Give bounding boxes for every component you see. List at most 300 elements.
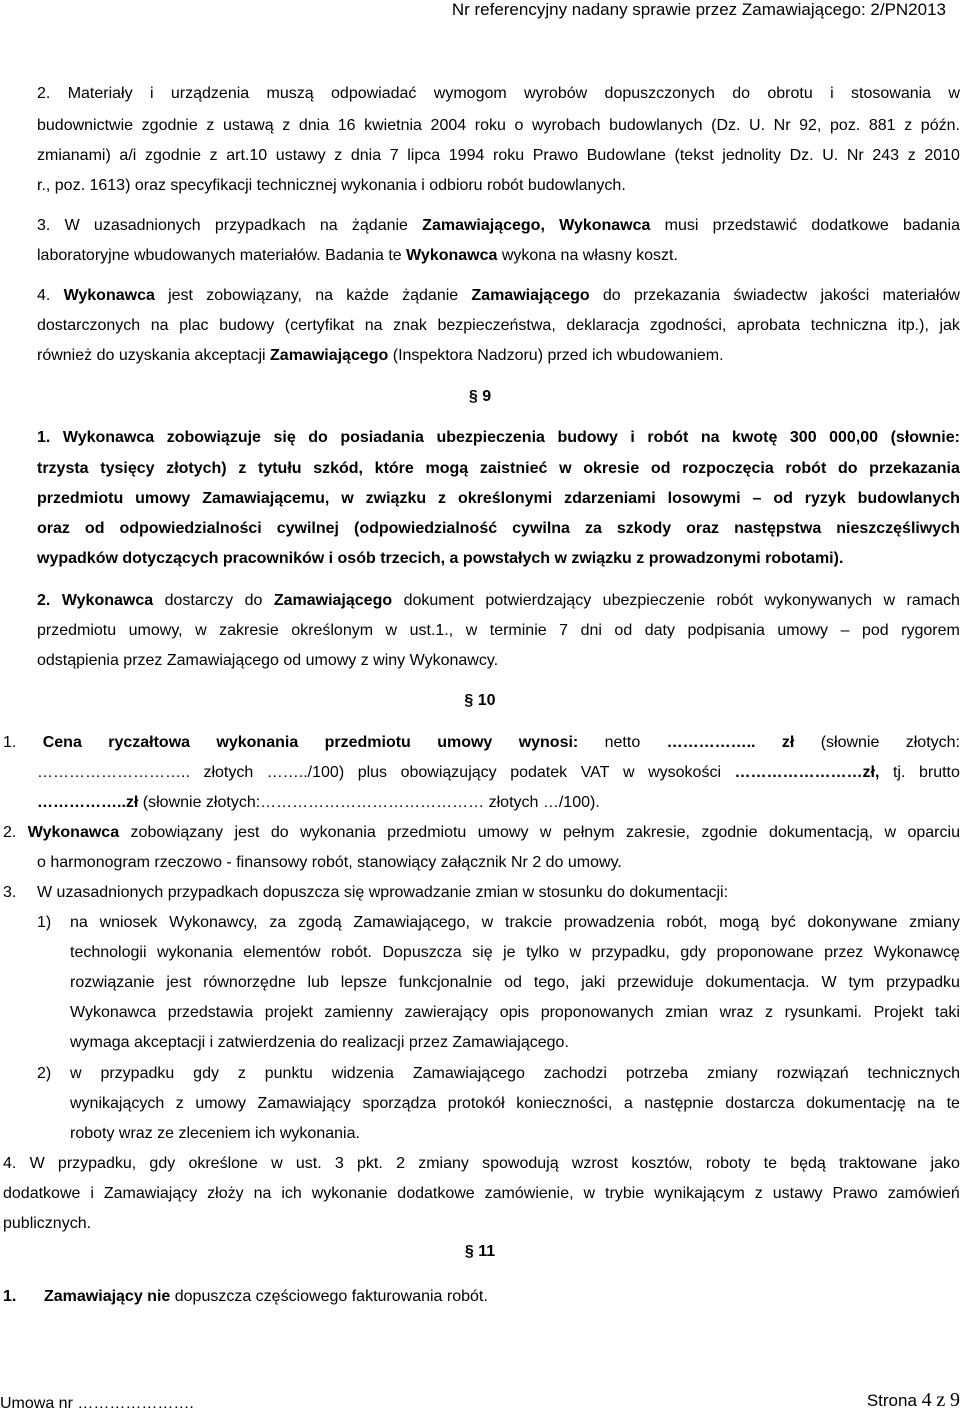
word: pełnym <box>563 823 615 843</box>
word: zdarzeniami <box>564 489 656 509</box>
word: każde <box>346 286 389 306</box>
word: potrzeba <box>626 1064 688 1084</box>
word: U. <box>749 116 765 136</box>
word: Zamawiającego <box>471 286 589 306</box>
s10-p4-line-1 <box>3 1154 960 1174</box>
word: technicznych <box>868 1064 960 1084</box>
word: wniosek <box>100 913 158 933</box>
word: je <box>503 943 515 963</box>
word: dnia <box>351 146 381 166</box>
word: ……………………….. <box>37 763 190 783</box>
word: taki <box>935 1003 960 1023</box>
word: muszą <box>267 84 314 104</box>
word: tym <box>848 973 874 993</box>
word: lepsze <box>341 973 387 993</box>
word: zmiany <box>707 1064 758 1084</box>
word: gdy <box>149 1154 175 1174</box>
word: potwierdzający <box>485 591 591 611</box>
word: z <box>438 489 446 509</box>
word: z <box>908 146 916 166</box>
word: dostarczonych <box>37 316 140 336</box>
word: w <box>341 489 353 509</box>
word: rozpoczęcia <box>682 459 774 479</box>
word: jest <box>168 286 193 306</box>
word: 2010 <box>924 146 960 166</box>
word: pod <box>862 621 889 641</box>
word: w <box>70 1064 82 1084</box>
word: Zamawiającemu, <box>202 489 329 509</box>
word: wysokości <box>648 763 721 783</box>
word: wzrost <box>572 1154 618 1174</box>
word: dni <box>581 621 602 641</box>
word: zł <box>782 733 794 753</box>
word: podatek <box>510 763 567 783</box>
word: dostarcza <box>725 1094 794 1114</box>
s9-p1-line-1 <box>37 428 960 448</box>
word: zakresie <box>219 621 279 641</box>
word: od <box>504 973 522 993</box>
word: budowy <box>557 428 617 448</box>
word: stosowania <box>851 84 931 104</box>
word: w <box>482 913 494 933</box>
word: projekt <box>265 1003 313 1023</box>
word: budowy <box>219 316 274 336</box>
word: do <box>603 286 621 306</box>
word: wynosi: <box>519 733 579 753</box>
word: w <box>884 823 896 843</box>
word: w <box>884 591 896 611</box>
word: przedmiotu <box>37 621 116 641</box>
s10-p3-text: W uzasadnionych przypadkach dopuszcza się wprowadzanie zmian w stosunku do dokumentacji: <box>37 883 728 903</box>
word: Wykonawcy, <box>169 913 257 933</box>
word: cywilna <box>512 519 570 539</box>
word: umowy, <box>129 621 183 641</box>
word: trzysta <box>37 459 89 479</box>
word: musi <box>665 216 699 236</box>
word: z <box>755 1184 763 1204</box>
word: terminie <box>490 621 547 641</box>
word: zmianami) <box>37 146 111 166</box>
word: …………….. <box>667 733 756 753</box>
word: zakresie, <box>626 823 690 843</box>
word: przedmiotu <box>37 489 123 509</box>
word: dokument <box>404 591 474 611</box>
section-11-heading: § 11 <box>0 1243 960 1261</box>
word: żądanie <box>402 286 458 306</box>
word: ramach <box>907 591 960 611</box>
word: zamówienie, <box>485 1184 574 1204</box>
word: Wykonawca <box>70 1003 156 1023</box>
word: równorzędne <box>203 973 296 993</box>
word: w <box>559 459 571 479</box>
word: na <box>70 913 88 933</box>
word: Zamawiający <box>104 1184 197 1204</box>
word: zawierający <box>405 1003 489 1023</box>
word: Cena <box>43 733 82 753</box>
word: ……………………zł, <box>735 763 880 783</box>
word: dokumentację <box>806 1094 906 1114</box>
word: i <box>150 84 154 104</box>
s10-p3-item-1-line-4 <box>70 1003 960 1023</box>
word: umowy <box>195 1094 246 1114</box>
word: w <box>195 621 207 641</box>
word: z <box>238 1064 246 1084</box>
word: świadectw <box>733 286 807 306</box>
word: roboty <box>706 1154 750 1174</box>
word: deklaracja <box>566 316 639 336</box>
word: z <box>282 116 290 136</box>
word: 92, <box>799 116 821 136</box>
word: które <box>375 459 414 479</box>
word: do <box>308 428 328 448</box>
word: związku <box>366 489 426 509</box>
word: wymogom <box>434 84 507 104</box>
word: daty <box>645 621 675 641</box>
word: wykonania <box>300 823 376 843</box>
word: od <box>614 621 632 641</box>
word: przedstawia <box>168 1003 253 1023</box>
word: art.10 <box>226 146 267 166</box>
word: dokonywane <box>808 913 898 933</box>
word: 2. <box>37 84 50 104</box>
s8-p2-line-1 <box>37 84 960 104</box>
word: 300 <box>790 428 817 448</box>
word: umowy <box>437 733 492 753</box>
page-total: 9 <box>950 1389 960 1411</box>
word: aprobata <box>737 316 800 336</box>
word: późn. <box>921 116 960 136</box>
word: materiałów <box>883 286 960 306</box>
word: jest <box>235 823 260 843</box>
word: dnia <box>299 116 329 136</box>
word: przypadku, <box>592 943 670 963</box>
word: W <box>65 216 80 236</box>
word: dokumentacja. <box>706 973 810 993</box>
word: będą <box>790 1154 826 1174</box>
word: Wykonawca <box>559 216 650 236</box>
word: w <box>271 1154 283 1174</box>
word: ust. <box>296 1154 322 1174</box>
word: Projekt <box>874 1003 924 1023</box>
word: ust.1., <box>410 621 454 641</box>
word: szkody <box>617 519 671 539</box>
word: robót. <box>331 943 372 963</box>
s10-p2-line-1 <box>3 823 960 843</box>
word: Wykonawcę <box>874 943 960 963</box>
word: umowy <box>777 621 828 641</box>
word: robót, <box>666 913 707 933</box>
word: przewiduje <box>617 973 693 993</box>
word: U. <box>822 146 838 166</box>
s8-p2-line-3 <box>37 146 960 166</box>
word: konieczności, <box>516 1094 612 1114</box>
word: technologii <box>70 943 147 963</box>
word: obrotu <box>767 84 812 104</box>
s10-p4-line-3: publicznych. <box>3 1214 91 1234</box>
word: od <box>651 459 671 479</box>
word: jest <box>166 973 191 993</box>
s9-p1-line-3 <box>37 489 960 509</box>
document-reference-header: Nr referencyjny nadany sprawie przez Zamawiającego: 2/PN2013 <box>452 0 946 20</box>
word: zobowiązany, <box>206 286 302 306</box>
word: się <box>273 428 295 448</box>
word: uzasadnionych <box>94 216 201 236</box>
word: Budowlane <box>587 146 666 166</box>
word: w <box>466 621 478 641</box>
s10-p3-item-1-number: 1) <box>37 913 51 933</box>
word: Prawo <box>832 1184 877 1204</box>
word: wykonania <box>216 733 298 753</box>
word: zmian <box>665 1003 708 1023</box>
word: z <box>334 146 342 166</box>
word: określonym <box>291 621 373 641</box>
word: dostarczy <box>165 591 233 611</box>
word: wyrobów <box>524 84 587 104</box>
word: rozwiązanie <box>70 973 154 993</box>
word: protokół <box>448 1094 505 1114</box>
word: z <box>176 1094 184 1114</box>
word: na <box>917 1094 935 1114</box>
word: zgodnie <box>142 116 198 136</box>
s9-p1-line-4 <box>37 519 960 539</box>
word: spowodują <box>482 1154 559 1174</box>
s10-p3-item-2-number: 2) <box>37 1064 51 1084</box>
s11-p1-text: Zamawiający nie dopuszcza częściowego fakturowania robót. <box>44 1287 488 1307</box>
word: Nr <box>847 146 864 166</box>
word: punktu <box>265 1064 313 1084</box>
footer-page-indicator <box>867 1390 960 1411</box>
word: poz. <box>830 116 860 136</box>
word: Zamawiającego, <box>422 216 545 236</box>
word: przypadku, <box>58 1154 136 1174</box>
word: zgodności, <box>650 316 727 336</box>
word: tysięcy <box>100 459 154 479</box>
word: plus <box>358 763 387 783</box>
s8-p4-line-2 <box>37 316 960 336</box>
s8-p4-line-3: również do uzyskania akceptacji Zamawiającego (Inspektora Nadzoru) przed ich wbudowaniem. <box>37 346 724 366</box>
word: lipca <box>407 146 440 166</box>
word: podpisania <box>687 621 764 641</box>
word: zaistnieć <box>480 459 548 479</box>
word: 7 <box>559 621 568 641</box>
word: umowy <box>135 489 190 509</box>
word: na <box>315 286 333 306</box>
word: posiadania <box>340 428 424 448</box>
word: Zamawiającego <box>274 591 392 611</box>
word: i <box>830 84 834 104</box>
word: Prawo <box>533 146 578 166</box>
word: złotych <box>203 763 253 783</box>
word: w <box>570 943 582 963</box>
word: przypadku <box>100 1064 174 1084</box>
word: w <box>584 1184 596 1204</box>
s10-p3-item-1-line-5: wymaga akceptacji i zatwierdzenia do realizacji przez Zamawiającego. <box>70 1033 569 1053</box>
word: 3 <box>335 1154 344 1174</box>
word: w <box>540 823 552 843</box>
s10-p1-line-3: ……………..zł (słownie złotych:…………………………………… złotych …/100). <box>37 793 600 813</box>
word: do <box>732 84 750 104</box>
word: jako <box>931 1154 960 1174</box>
word: (tekst <box>675 146 714 166</box>
word: do <box>245 591 263 611</box>
word: roku <box>475 116 506 136</box>
word: wykonywanych <box>764 591 872 611</box>
word: W <box>30 1154 45 1174</box>
word: zamienny <box>324 1003 392 1023</box>
word: na <box>320 216 338 236</box>
word: te <box>947 1094 960 1114</box>
word: (Dz. <box>711 116 740 136</box>
word: szkód, <box>313 459 363 479</box>
word: a/i <box>119 146 136 166</box>
word: do <box>838 459 858 479</box>
word: lub <box>308 973 329 993</box>
word: zgodą <box>298 913 342 933</box>
word: ich <box>281 1184 301 1204</box>
s10-p3-item-2-line-1 <box>70 1064 960 1084</box>
word: wynikających <box>70 1094 164 1114</box>
word: bezpieczeństwa, <box>437 316 555 336</box>
word: plac <box>179 316 208 336</box>
word: oraz <box>37 519 70 539</box>
word: brutto <box>919 763 960 783</box>
word: 2. <box>37 591 50 611</box>
s10-p4-line-2 <box>3 1184 960 1204</box>
word: zobowiązuje <box>167 428 261 448</box>
word: przedstawić <box>713 216 797 236</box>
word: przedmiotu <box>387 823 466 843</box>
word: rozwiązań <box>777 1064 849 1084</box>
word: rygorem <box>901 621 960 641</box>
word: dopuszczonych <box>605 84 715 104</box>
word: okresie <box>583 459 639 479</box>
s10-p3-item-1-line-3 <box>70 973 960 993</box>
word: Dopuszcza <box>382 943 461 963</box>
word: ubezpieczenie <box>603 591 705 611</box>
word: odpowiadać <box>331 84 416 104</box>
word: kwotę <box>732 428 777 448</box>
word: a <box>624 1094 633 1114</box>
word: być <box>771 913 796 933</box>
word: 3. <box>37 216 50 236</box>
word: 1. <box>3 733 16 753</box>
word: zmiany <box>909 913 960 933</box>
word: w <box>623 763 635 783</box>
word: przypadku <box>886 973 960 993</box>
word: 2004 <box>431 116 467 136</box>
section-9-heading: § 9 <box>0 388 960 406</box>
word: dokumentacją, <box>769 823 873 843</box>
word: przedmiotu <box>325 733 411 753</box>
word: pkt. <box>357 1154 383 1174</box>
word: złoży <box>207 1184 243 1204</box>
word: odpowiedzialności <box>119 519 261 539</box>
s10-p3-item-2-line-2 <box>70 1094 960 1114</box>
word: funkcjonalnie <box>399 973 492 993</box>
word: Materiały <box>68 84 133 104</box>
word: następstwa <box>734 519 821 539</box>
word: losowymi <box>668 489 741 509</box>
word: tego, <box>534 973 570 993</box>
s8-p2-line-4: r., poz. 1613) oraz specyfikacji technicznej wykonania i odbioru robót budowlanych. <box>37 176 626 196</box>
word: rysunkami. <box>785 1003 862 1023</box>
s10-p3-number: 3. <box>3 883 16 903</box>
word: do <box>271 823 289 843</box>
word: VAT <box>581 763 610 783</box>
word: roku <box>493 146 524 166</box>
s9-p2-line-1 <box>37 591 960 611</box>
word: prowadzenia <box>564 913 655 933</box>
word: Zamawiającego, <box>353 913 470 933</box>
word: jakości <box>820 286 869 306</box>
word: na <box>254 1184 272 1204</box>
word: 16 <box>338 116 356 136</box>
word: wykonanie <box>312 1184 388 1204</box>
word: i <box>90 1184 94 1204</box>
word: tylko <box>526 943 559 963</box>
word: kosztów, <box>631 1154 692 1174</box>
word: mogą <box>425 459 468 479</box>
word: złotych: <box>906 733 960 753</box>
word: obowiązujący <box>401 763 497 783</box>
s9-p1-line-2 <box>37 459 960 479</box>
word: (słownie: <box>891 428 960 448</box>
s8-p2-line-2 <box>37 116 960 136</box>
word: tj. <box>893 763 905 783</box>
word: zgodnie <box>701 823 757 843</box>
word: Zamawiającego <box>413 1064 525 1084</box>
word: robót <box>716 591 752 611</box>
word: zgodnie <box>145 146 201 166</box>
word: traktowane <box>839 1154 917 1174</box>
word: ubezpieczenia <box>436 428 544 448</box>
word: określonymi <box>458 489 552 509</box>
word: Wykonawca <box>63 428 154 448</box>
word: z <box>904 116 912 136</box>
word: urządzenia <box>171 84 249 104</box>
word: budownictwie <box>37 116 133 136</box>
s9-p2-line-3: odstąpienia przez Zamawiającego od umowy z winy Wykonawcy. <box>37 651 498 671</box>
word: ustawą <box>223 116 274 136</box>
word: Dz. <box>790 146 814 166</box>
section-10-heading: § 10 <box>0 692 960 710</box>
word: Wykonawca <box>62 591 153 611</box>
footer-contract-number: Umowa nr …………………. <box>0 1394 194 1414</box>
word: dodatkowe <box>397 1184 474 1204</box>
word: umowy <box>478 823 529 843</box>
word: oparciu <box>907 823 959 843</box>
word: w <box>386 621 398 641</box>
word: mogą <box>719 913 759 933</box>
word: (słownie <box>821 733 880 753</box>
word: dodatkowe <box>811 216 888 236</box>
word: ustawy <box>773 1184 823 1204</box>
s8-p3-line-1 <box>37 216 960 236</box>
word: (odpowiedzialność <box>354 519 497 539</box>
s10-p1-line-2 <box>37 763 960 783</box>
word: gdy <box>680 943 706 963</box>
word: elementów <box>243 943 320 963</box>
word: te <box>764 1154 777 1174</box>
word: z <box>210 146 218 166</box>
word: jaki <box>581 973 605 993</box>
word: Zamawiający <box>258 1094 351 1114</box>
word: (certyfikat <box>285 316 354 336</box>
s10-p3-item-2-line-3: roboty wraz ze zleceniem ich wykonania. <box>70 1124 360 1144</box>
word: złotych) <box>166 459 226 479</box>
word: 243 <box>872 146 899 166</box>
word: trakcie <box>505 913 552 933</box>
